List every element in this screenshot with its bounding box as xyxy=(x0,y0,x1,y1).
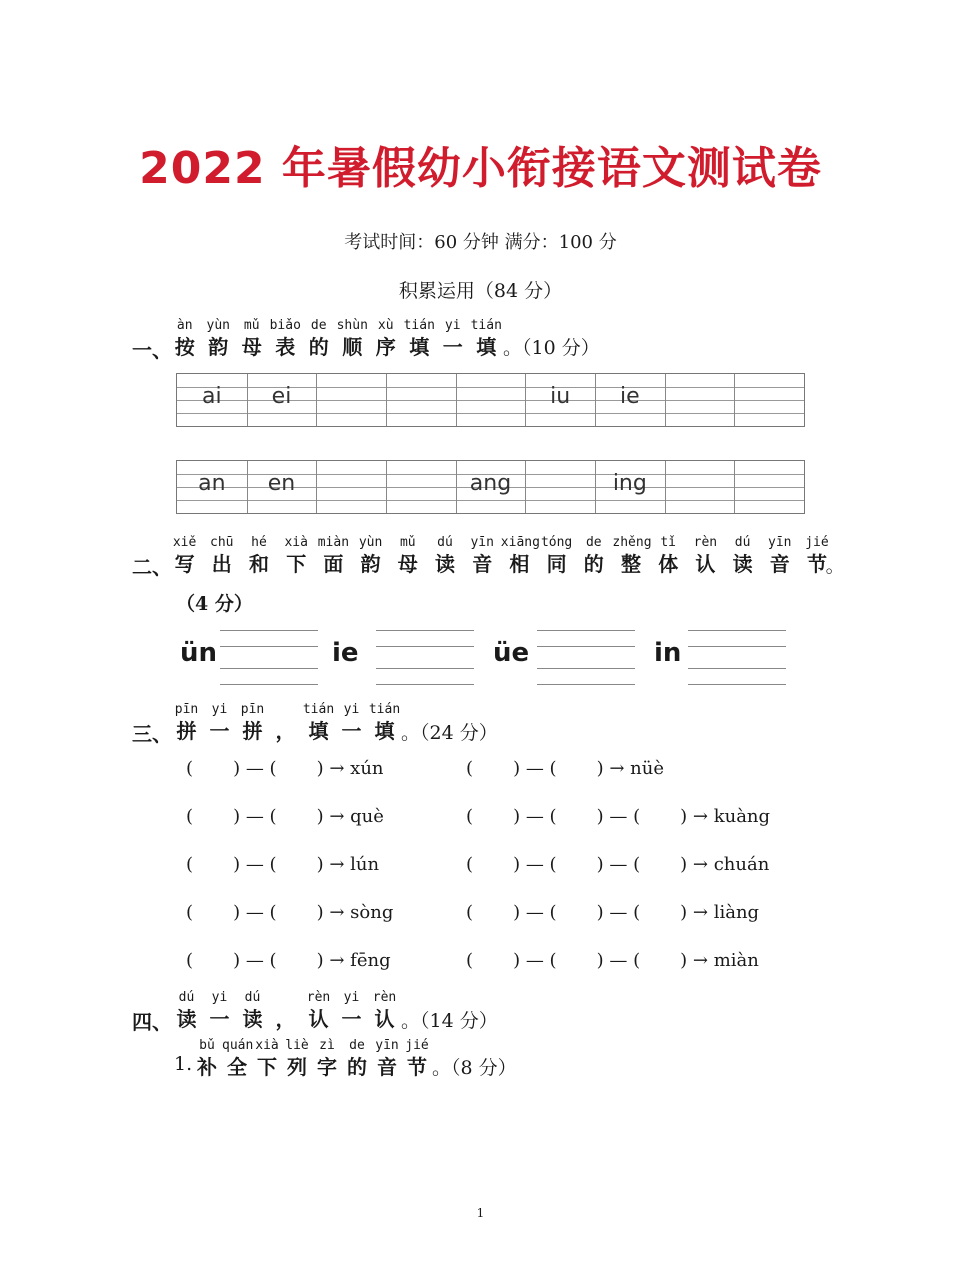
pinyin: dú xyxy=(178,990,195,1005)
hanzi: 音 xyxy=(377,1055,397,1079)
pinyin-character xyxy=(302,990,335,1032)
hanzi: 一 xyxy=(341,719,362,743)
final-item: in xyxy=(654,638,682,668)
pinyin: yùn xyxy=(206,318,230,333)
hanzi: 音 xyxy=(472,552,493,576)
question-tail: 。（8 分） xyxy=(432,1057,517,1079)
writing-line xyxy=(376,668,474,669)
hanzi: 的 xyxy=(583,552,604,576)
question-tail: 。 xyxy=(825,555,845,577)
pinyin-character xyxy=(166,535,203,577)
pinyin-character xyxy=(369,318,403,360)
pinyin-character xyxy=(335,702,368,744)
hanzi: 序 xyxy=(375,335,396,359)
pinyin-character xyxy=(269,702,302,744)
writing-line xyxy=(537,684,635,685)
hanzi: ， xyxy=(275,719,296,743)
pinyin: dú xyxy=(244,990,261,1005)
pinyin: quán xyxy=(222,1038,254,1053)
hanzi: 的 xyxy=(347,1055,367,1079)
pinyin: xià xyxy=(284,535,308,550)
pinyin: yi xyxy=(211,702,228,717)
pinyin-character xyxy=(612,535,652,577)
pinyin-character xyxy=(302,702,335,744)
hanzi: 节 xyxy=(407,1055,427,1079)
question-score: （4 分） xyxy=(176,593,253,615)
writing-line xyxy=(537,646,635,647)
pinyin: chū xyxy=(210,535,234,550)
pinyin-character xyxy=(368,702,401,744)
grid-divider xyxy=(734,461,735,513)
pinyin: mǔ xyxy=(399,535,416,550)
grid-line xyxy=(177,500,804,501)
hanzi: 读 xyxy=(434,552,455,576)
pinyin-character xyxy=(352,535,389,577)
page-number: 1 xyxy=(476,1206,485,1220)
spelling-row-left: ( ) — ( ) → lún xyxy=(186,854,380,875)
pinyin-character xyxy=(269,990,302,1032)
hanzi: 列 xyxy=(287,1055,307,1079)
exam-meta: 考试时间：60 分钟 满分：100 分 xyxy=(344,232,617,253)
pinyin: zì xyxy=(319,1038,335,1053)
spelling-row-right: ( ) — ( ) — ( ) → miàn xyxy=(466,950,759,971)
pinyin-character xyxy=(235,318,269,360)
pinyin: mǔ xyxy=(243,318,260,333)
hanzi: 按 xyxy=(174,335,195,359)
pinyin-character xyxy=(426,535,463,577)
pinyin: yīn xyxy=(375,1038,399,1053)
hanzi: 出 xyxy=(211,552,232,576)
pinyin: jié xyxy=(805,535,829,550)
hanzi: 补 xyxy=(197,1055,217,1079)
spelling-row-right: ( ) — ( ) → nüè xyxy=(466,758,664,779)
hanzi: 读 xyxy=(176,1007,197,1031)
pinyin-character xyxy=(170,990,203,1032)
writing-line xyxy=(220,630,318,631)
hanzi: 一 xyxy=(209,719,230,743)
writing-line xyxy=(688,646,786,647)
hanzi: 母 xyxy=(241,335,262,359)
writing-line xyxy=(688,630,786,631)
pinyin-character xyxy=(203,990,236,1032)
pinyin-character xyxy=(202,318,236,360)
pinyin: de xyxy=(585,535,602,550)
hanzi: 顺 xyxy=(342,335,363,359)
writing-line xyxy=(220,668,318,669)
pinyin: bǔ xyxy=(199,1038,215,1053)
grid-divider xyxy=(386,374,387,426)
hanzi: 母 xyxy=(397,552,418,576)
pinyin: rèn xyxy=(306,990,331,1005)
writing-line xyxy=(688,684,786,685)
pinyin-character xyxy=(342,1038,372,1080)
pinyin: rèn xyxy=(372,990,397,1005)
pinyin-character xyxy=(302,318,336,360)
grid-divider xyxy=(665,461,666,513)
hanzi: 面 xyxy=(323,552,344,576)
sub-number: 1. xyxy=(174,1053,193,1075)
hanzi: 韵 xyxy=(208,335,229,359)
pinyin-character xyxy=(470,318,504,360)
hanzi: 认 xyxy=(308,1007,329,1031)
hanzi: 拼 xyxy=(242,719,263,743)
pinyin-character xyxy=(761,535,798,577)
question-tail: 。（10 分） xyxy=(503,337,600,359)
pinyin: tóng xyxy=(540,535,573,550)
pinyin: pīn xyxy=(240,702,265,717)
pinyin-character xyxy=(336,318,370,360)
hanzi: 一 xyxy=(341,1007,362,1031)
hanzi: 填 xyxy=(476,335,497,359)
question-number: 二、 xyxy=(132,555,172,579)
pinyin: xù xyxy=(377,318,394,333)
question-tail: 。（14 分） xyxy=(401,1010,498,1032)
grid-divider xyxy=(734,374,735,426)
pinyin-character xyxy=(575,535,612,577)
pinyin: yùn xyxy=(358,535,383,550)
pinyin: jié xyxy=(405,1038,429,1053)
section-title: 积累运用（84 分） xyxy=(398,280,563,302)
pinyin: zhěng xyxy=(612,535,652,550)
hanzi: 表 xyxy=(275,335,296,359)
pinyin: miàn xyxy=(317,535,350,550)
pinyin: xiě xyxy=(172,535,197,550)
hanzi: 读 xyxy=(732,552,753,576)
writing-line xyxy=(220,684,318,685)
pinyin: tǐ xyxy=(660,535,677,550)
writing-line xyxy=(537,668,635,669)
pinyin: yi xyxy=(343,990,360,1005)
hanzi: 写 xyxy=(174,552,195,576)
pinyin-character xyxy=(240,535,277,577)
writing-line xyxy=(376,630,474,631)
pinyin: de xyxy=(310,318,327,333)
pinyin: hé xyxy=(251,535,267,550)
hanzi: 字 xyxy=(317,1055,337,1079)
spelling-row-right: ( ) — ( ) — ( ) → kuàng xyxy=(466,806,771,827)
grid-divider xyxy=(665,374,666,426)
question-number: 三、 xyxy=(132,722,172,746)
pinyin: tián xyxy=(302,702,335,717)
pinyin: liè xyxy=(285,1038,309,1053)
writing-line xyxy=(376,684,474,685)
pinyin-character xyxy=(315,535,352,577)
pinyin-character xyxy=(389,535,426,577)
vowel-cell: en xyxy=(267,471,296,496)
spelling-row-right: ( ) — ( ) — ( ) → chuán xyxy=(466,854,770,875)
pinyin-character xyxy=(203,702,236,744)
pinyin: yīn xyxy=(768,535,792,550)
pinyin: tián xyxy=(403,318,435,333)
grid-divider xyxy=(316,461,317,513)
spelling-row-left: ( ) — ( ) → què xyxy=(186,806,384,827)
writing-line xyxy=(688,668,786,669)
hanzi: 填 xyxy=(409,335,430,359)
pinyin xyxy=(269,702,302,718)
pinyin-character xyxy=(538,535,575,577)
pinyin-character xyxy=(368,990,401,1032)
pinyin-character xyxy=(436,318,470,360)
spelling-row-left: ( ) — ( ) → fēng xyxy=(186,950,391,971)
pinyin-character xyxy=(501,535,538,577)
grid-line xyxy=(177,413,804,414)
hanzi: 整 xyxy=(620,552,641,576)
pinyin-character xyxy=(170,702,203,744)
pinyin xyxy=(269,990,302,1006)
hanzi: 填 xyxy=(374,719,395,743)
writing-line xyxy=(537,630,635,631)
vowel-cell: ang xyxy=(469,471,512,496)
pinyin-character xyxy=(312,1038,342,1080)
final-item: üe xyxy=(493,638,530,668)
pinyin: dú xyxy=(734,535,751,550)
pinyin-character xyxy=(222,1038,252,1080)
grid-divider xyxy=(316,374,317,426)
pinyin-character xyxy=(269,318,303,360)
hanzi: 全 xyxy=(227,1055,247,1079)
pinyin: shùn xyxy=(336,318,368,333)
final-item: ün xyxy=(180,638,218,668)
hanzi: 相 xyxy=(509,552,530,576)
pinyin: yi xyxy=(444,318,461,333)
hanzi: 下 xyxy=(286,552,307,576)
hanzi: 读 xyxy=(242,1007,263,1031)
hanzi: 体 xyxy=(658,552,679,576)
pinyin-character xyxy=(252,1038,282,1080)
spelling-row-right: ( ) — ( ) — ( ) → liàng xyxy=(466,902,760,923)
hanzi: 下 xyxy=(257,1055,277,1079)
question-number: 一、 xyxy=(132,338,172,362)
hanzi: 认 xyxy=(374,1007,395,1031)
four-line-grid-1 xyxy=(176,373,805,427)
pinyin-character xyxy=(402,1038,432,1080)
pinyin: tián xyxy=(368,702,401,717)
hanzi: 一 xyxy=(209,1007,230,1031)
grid-divider xyxy=(525,461,526,513)
pinyin-character xyxy=(724,535,761,577)
hanzi: ， xyxy=(275,1007,296,1031)
pinyin: yi xyxy=(211,990,228,1005)
pinyin: xiāng xyxy=(500,535,540,550)
hanzi: 和 xyxy=(248,552,269,576)
hanzi: 拼 xyxy=(176,719,197,743)
pinyin: xià xyxy=(255,1038,279,1053)
vowel-cell: ing xyxy=(612,471,647,496)
hanzi: 填 xyxy=(308,719,329,743)
hanzi: 的 xyxy=(308,335,329,359)
pinyin-character xyxy=(403,318,437,360)
pinyin: yi xyxy=(343,702,360,717)
writing-line xyxy=(376,646,474,647)
spelling-row-left: ( ) — ( ) → xún xyxy=(186,758,384,779)
grid-divider xyxy=(456,374,457,426)
pinyin: pīn xyxy=(174,702,199,717)
hanzi: 一 xyxy=(442,335,463,359)
vowel-cell: iu xyxy=(550,384,571,409)
pinyin-character xyxy=(236,702,269,744)
vowel-cell: ei xyxy=(271,384,292,409)
pinyin-character xyxy=(464,535,501,577)
exam-title: 2022 年暑假幼小衔接语文测试卷 xyxy=(139,143,822,194)
pinyin-character xyxy=(168,318,202,360)
question-tail: 。（24 分） xyxy=(401,722,498,744)
pinyin-character xyxy=(650,535,687,577)
pinyin-character xyxy=(278,535,315,577)
pinyin: dú xyxy=(437,535,453,550)
pinyin: de xyxy=(349,1038,365,1053)
question-number: 四、 xyxy=(132,1010,172,1034)
writing-line xyxy=(220,646,318,647)
pinyin: àn xyxy=(176,318,193,333)
final-item: ie xyxy=(332,638,359,668)
pinyin: yīn xyxy=(470,535,494,550)
four-line-grid-2 xyxy=(176,460,805,514)
hanzi: 韵 xyxy=(360,552,381,576)
hanzi: 音 xyxy=(769,552,790,576)
pinyin-character xyxy=(687,535,724,577)
pinyin-character xyxy=(203,535,240,577)
pinyin: tián xyxy=(470,318,502,333)
pinyin-character xyxy=(335,990,368,1032)
hanzi: 同 xyxy=(546,552,567,576)
vowel-cell: an xyxy=(198,471,226,496)
vowel-cell: ai xyxy=(202,384,222,409)
pinyin-character xyxy=(192,1038,222,1080)
grid-divider xyxy=(386,461,387,513)
pinyin-character xyxy=(282,1038,312,1080)
pinyin: rèn xyxy=(693,535,718,550)
hanzi: 节 xyxy=(806,552,827,576)
pinyin-character xyxy=(372,1038,402,1080)
pinyin-character xyxy=(236,990,269,1032)
vowel-cell: ie xyxy=(620,384,640,409)
hanzi: 认 xyxy=(695,552,716,576)
pinyin: biǎo xyxy=(269,318,301,333)
spelling-row-left: ( ) — ( ) → sòng xyxy=(186,902,394,923)
